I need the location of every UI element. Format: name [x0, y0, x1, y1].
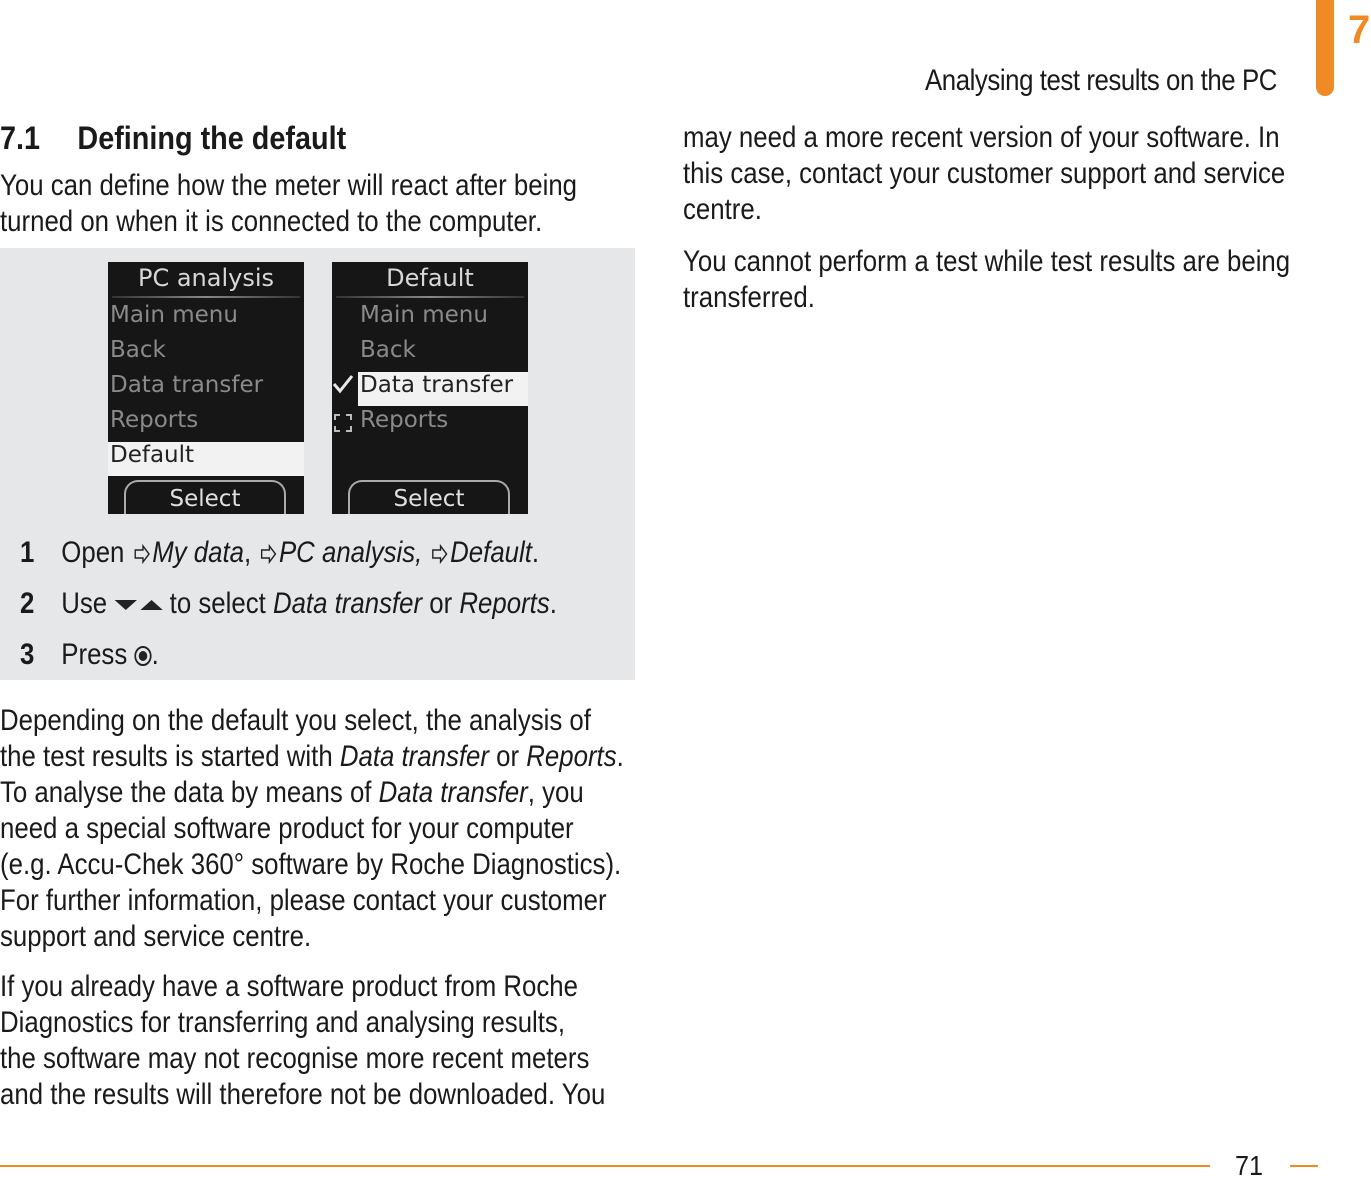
- step-2: 2 Use to select Data transfer or Reports.: [20, 587, 557, 620]
- text-line: (e.g. Accu-Chek 360° software by Roche Diagnostics).: [0, 848, 622, 881]
- text-line: the software may not recognise more recent meters: [0, 1042, 590, 1075]
- screen-divider: [112, 296, 300, 298]
- menu-item-main-menu: Main menu: [110, 302, 238, 328]
- option-reports: Reports: [459, 587, 550, 620]
- menu-item-reports: Reports: [110, 407, 199, 433]
- step-text: to select: [169, 587, 266, 620]
- text-line: Diagnostics for transferring and analysing results,: [0, 1006, 566, 1039]
- text-line: and the results will therefore not be downloaded. You: [0, 1078, 606, 1111]
- ok-button-icon: [134, 646, 151, 666]
- screen-divider: [336, 296, 524, 298]
- body-paragraph-continued: [683, 120, 1285, 228]
- text-line: may need a more recent version of your software. In: [683, 121, 1280, 154]
- page-number: 71: [1235, 1150, 1264, 1181]
- menu-item-data-transfer: Data transfer: [110, 372, 264, 398]
- checkmark-icon: [332, 373, 354, 395]
- steps-box: [0, 248, 635, 680]
- section-number: 7.1: [0, 120, 41, 156]
- menu-item-main-menu: Main menu: [360, 302, 488, 328]
- text-line: need a special software product for your computer: [0, 812, 574, 845]
- text-line: centre.: [683, 193, 762, 226]
- menu-path-pc-analysis: PC analysis,: [278, 536, 423, 569]
- text-line: support and service centre.: [0, 920, 312, 953]
- text-line: Depending on the default you select, the analysis of: [0, 704, 591, 737]
- running-head: Analysing test results on the PC: [925, 64, 1277, 97]
- screen-title: Default: [386, 264, 474, 292]
- menu-item-back: Back: [110, 337, 166, 363]
- option-data-transfer: Data transfer: [272, 587, 423, 620]
- section-title: Defining the default: [77, 120, 347, 156]
- body-paragraph-no-test: [683, 244, 1290, 316]
- menu-item-default-selected: Default: [108, 442, 304, 476]
- arrow-right-icon: [431, 544, 448, 564]
- intro-line: You can define how the meter will react after being: [0, 169, 578, 202]
- step-1: 1 Open My data, PC analysis, Default.: [20, 536, 540, 569]
- up-button-icon: [140, 600, 162, 610]
- arrow-right-icon: [260, 544, 277, 564]
- intro-line: turned on when it is connected to the computer.: [0, 205, 543, 238]
- menu-path-default: Default: [450, 536, 532, 569]
- step-text: Use: [61, 587, 108, 620]
- text-line: To analyse the data by means of Data transfer, you: [0, 776, 584, 809]
- step-text: or: [429, 587, 453, 620]
- arrow-right-icon: [133, 544, 150, 564]
- meter-screen-default: [332, 262, 528, 514]
- select-softkey: Select: [124, 480, 286, 514]
- meter-screen-pc-analysis: [108, 262, 304, 514]
- down-button-icon: [114, 600, 136, 610]
- text-line: For further information, please contact your customer: [0, 884, 607, 917]
- step-number: 1: [20, 536, 35, 569]
- step-3: 3 Press .: [20, 638, 159, 671]
- step-number: 2: [20, 587, 35, 620]
- intro-paragraph: [0, 168, 577, 240]
- menu-item-data-transfer-selected: Data transfer: [358, 372, 528, 406]
- step-text: Open: [61, 536, 125, 569]
- footer-rule: [0, 1165, 1210, 1167]
- body-paragraph-software: [0, 969, 605, 1113]
- step-number: 3: [20, 638, 35, 671]
- chapter-tab: [1316, 0, 1334, 96]
- menu-path-my-data: My data: [152, 536, 244, 569]
- text-line: the test results is started with Data transfer or Reports.: [0, 740, 624, 773]
- menu-item-back: Back: [360, 337, 416, 363]
- step-text: Press: [61, 638, 128, 671]
- footer-rule-short: [1290, 1165, 1318, 1167]
- menu-item-reports: Reports: [360, 407, 449, 433]
- body-paragraph-default-analysis: [0, 703, 624, 955]
- text-line: You cannot perform a test while test results are being: [683, 245, 1291, 278]
- text-line: this case, contact your customer support and service: [683, 157, 1286, 190]
- screen-title: PC analysis: [137, 264, 275, 292]
- chapter-number: 7: [1348, 8, 1371, 52]
- select-softkey: Select: [348, 480, 510, 514]
- text-line: If you already have a software product from Roche: [0, 970, 578, 1003]
- text-line: transferred.: [683, 281, 815, 314]
- checkbox-icon: [334, 414, 352, 432]
- section-heading: [0, 120, 346, 157]
